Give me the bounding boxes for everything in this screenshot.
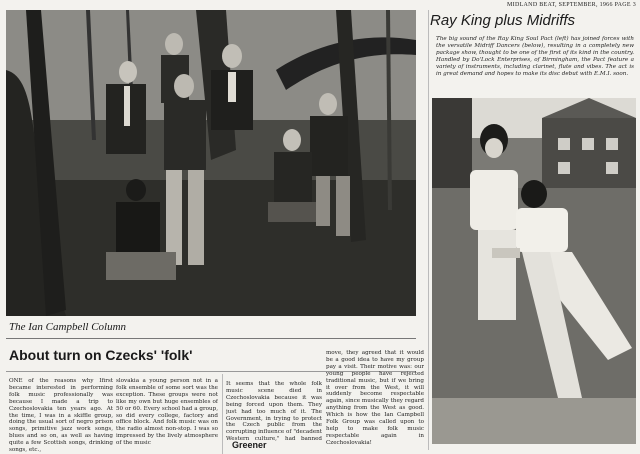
article-headline: About turn on Czecks' 'folk' — [9, 347, 193, 363]
column-separator — [222, 374, 223, 454]
article-column-4: move, they agreed that it would be a good idea to have my group pay a visit. Their motive was: our young people have rejected traditional music, but if we bring it over from the West, it will suddenly become respectable again, since musically they regard anything from the West as good. Which is how the Ian Campbell Folk Group was called upon to help to make folk music respectable again in Czechoslovakia! — [326, 350, 424, 446]
article-column-3: It seems that the whole folk music scene died in Czechoslovakia because it was being forced upon them. They just had too much of it. The Government, in trying to protect the Czech public from the corrupting influence of "decadent Western culture," had banned — [226, 381, 322, 441]
divider-rule — [6, 338, 416, 339]
article-subhead: Greener — [232, 440, 267, 450]
article-column-1: ONE of the reasons why Ifirst became interested in performing folk music professionally was because I made a trip to Czechoslovakia ten years ago. At the time, I was in a skiffle group, doing the usual sort of negro prison songs, primitive jazz work songs, blues and so on, as well as having quite a few Scottish songs, drinking songs, etc., — [9, 378, 113, 452]
running-head: MIDLAND BEAT, SEPTEMBER, 1966 PAGE 3 — [507, 2, 636, 8]
column-divider — [428, 10, 429, 450]
dancers-photo — [432, 98, 636, 444]
story-caption: The big sound of the Ray King Soul Pact (left) has joined forces with the versatile Midriff Dancers (below), resulting in a completely new package show, thought to be one of the first of its kind in the country. Handled by Do'Lock Enterprises, of Birmingham, the Pact feature a variety of instruments, including clarinet, flute and vibes. The act is in great demand and hopes to make its disc debut with E.M.I. soon. — [436, 36, 634, 78]
article-column-2: slovakia a young person not in a folk ensemble of some sort was the exception. These groups were not like my own but huge ensembles of 50 or 60. Every school had a group, so did every college, factory and office block. And folk music was on the radio almost non-stop. I was so impressed by the lively atmosphere of the music — [116, 378, 218, 447]
column-title: The Ian Campbell Column — [9, 321, 127, 333]
band-photo — [6, 10, 416, 316]
story-headline: Ray King plus Midriffs — [430, 12, 576, 29]
